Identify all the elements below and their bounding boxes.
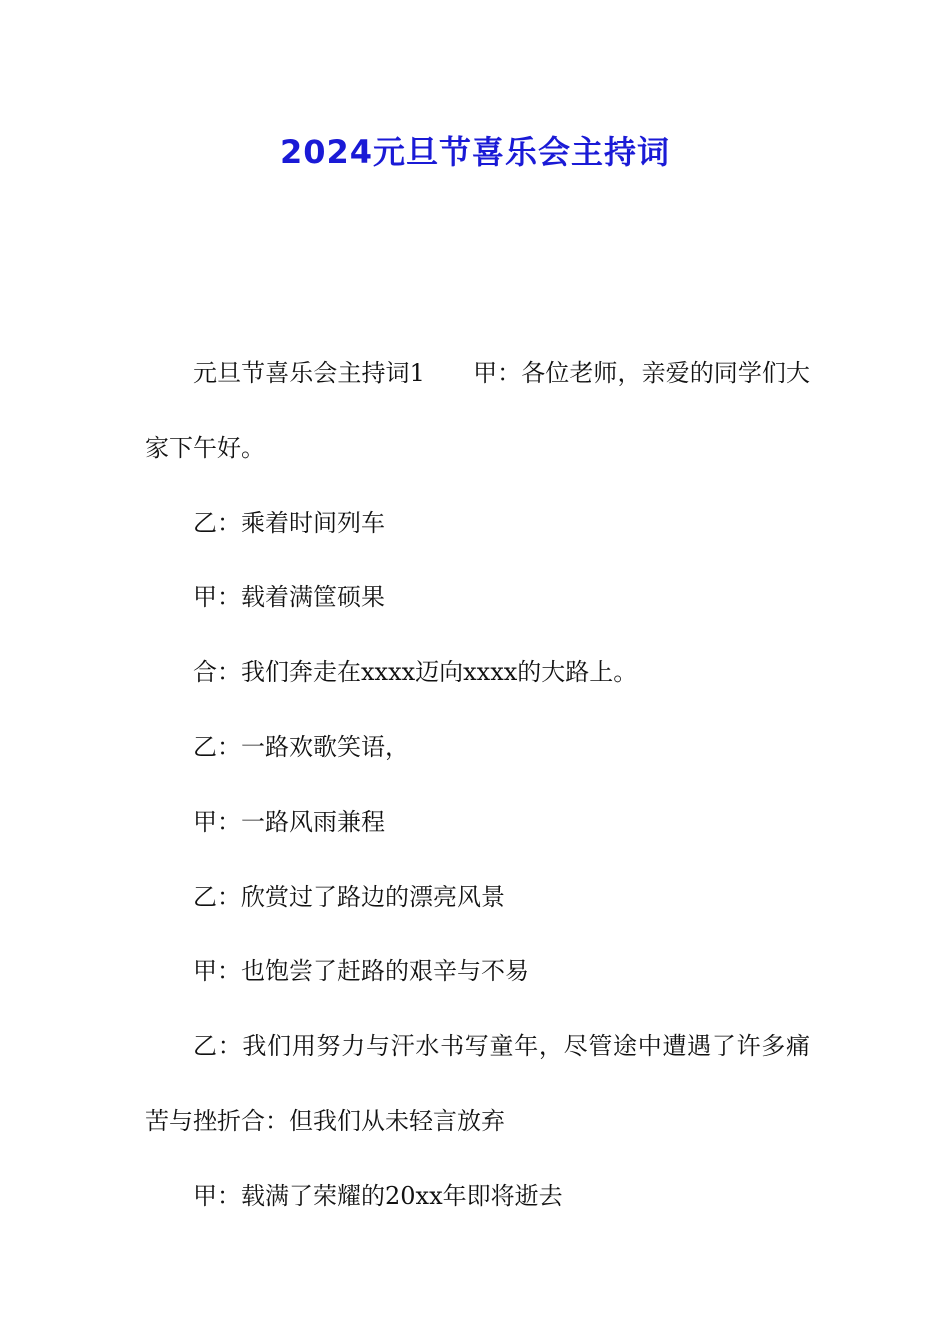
- paragraph-line: 乙：一路欢歌笑语，: [193, 732, 409, 761]
- paragraph-line: 乙：欣赏过了路边的漂亮风景: [193, 882, 505, 911]
- document-title: 2024元旦节喜乐会主持词: [279, 133, 671, 171]
- paragraph-intro: 元旦节喜乐会主持词1 甲：各位老师，亲爱的同学们大家下午好。: [145, 359, 810, 462]
- paragraph-line: 甲：载满了荣耀的20xx年即将逝去: [193, 1181, 563, 1210]
- paragraph-line: 乙：乘着时间列车: [193, 508, 385, 537]
- paragraph-line: 甲：也饱尝了赶路的艰辛与不易: [193, 957, 529, 986]
- paragraph-line: 甲：一路风雨兼程: [193, 807, 385, 836]
- document-body: [145, 336, 810, 1234]
- paragraph-line: 甲：载着满筐硕果: [193, 583, 385, 612]
- paragraph-line: 合：我们奔走在xxxx迈向xxxx的大路上。: [193, 658, 638, 687]
- paragraph-line: 乙：我们用努力与汗水书写童年，尽管途中遭遇了许多痛苦与挫折合：但我们从未轻言放弃: [145, 1032, 810, 1135]
